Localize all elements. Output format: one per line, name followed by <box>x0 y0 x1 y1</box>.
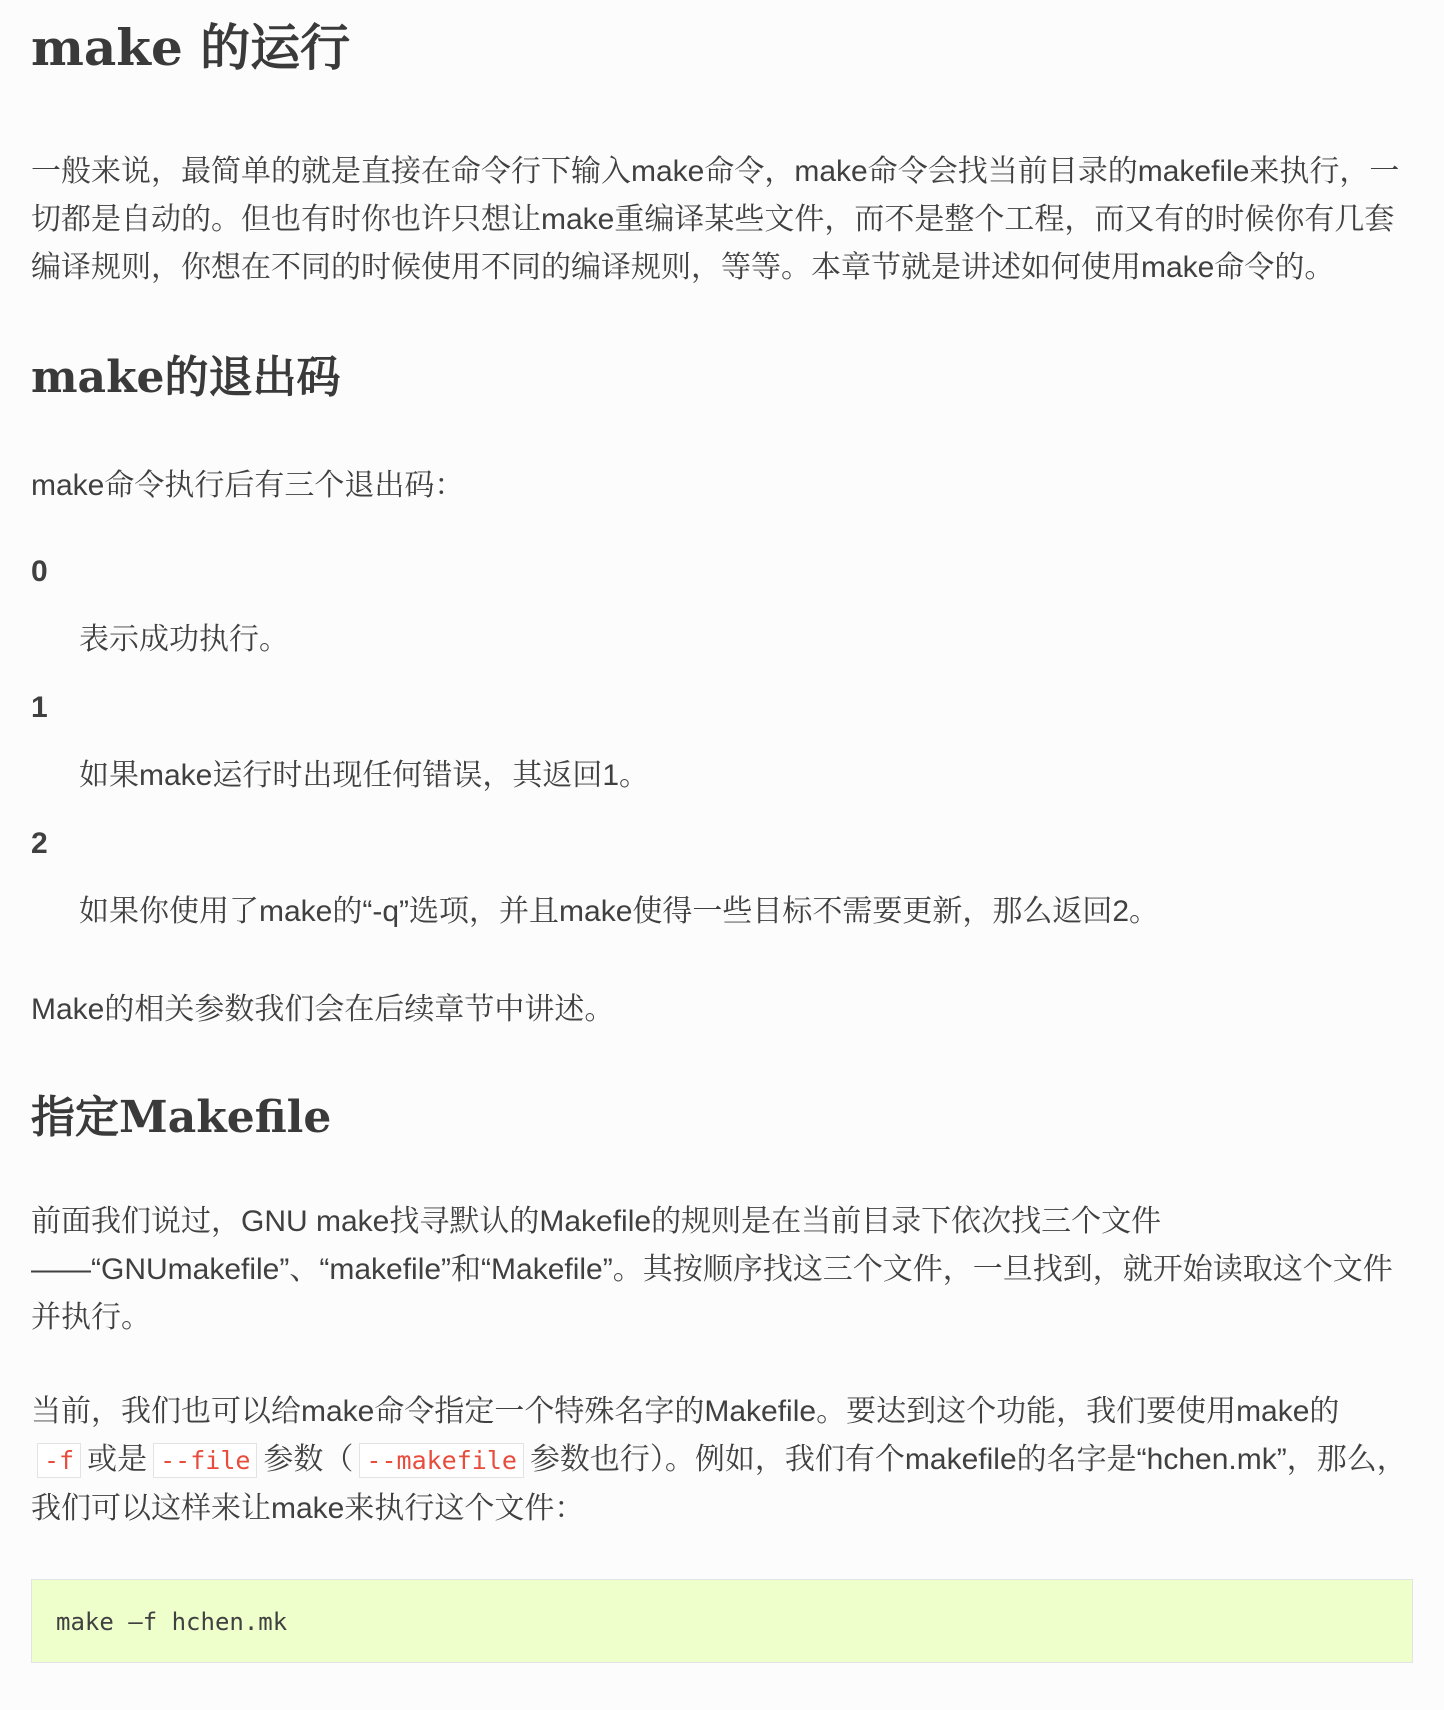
params-note: Make的相关参数我们会在后续章节中讲述。 <box>31 993 615 1026</box>
inline-code-makefile: --makefile <box>359 1443 524 1478</box>
paragraph-text: 或是 <box>87 1443 148 1476</box>
exit-code-description: 如果你使用了make的“-q”选项，并且make使得一些目标不需要更新，那么返回2。 <box>79 895 1160 928</box>
exit-code-term: 1 <box>31 691 48 724</box>
code-block <box>31 1579 1413 1663</box>
exit-code-list <box>31 550 1413 934</box>
exit-code-term: 2 <box>31 827 48 860</box>
exit-code-term: 0 <box>31 555 48 588</box>
paragraph-text: 参数也行）。例如，我们有个makefile的名字是“hchen.mk”，那么，我们可以这样来让make来执行这个文件： <box>31 1443 1407 1525</box>
exit-code-description: 如果make运行时出现任何错误，其返回1。 <box>79 759 650 792</box>
section-heading-specify-makefile: 指定Makefile <box>31 1092 332 1143</box>
page-title: make 的运行 <box>31 18 351 77</box>
intro-paragraph: 一般来说，最简单的就是直接在命令行下输入make命令，make命令会找当前目录的makefile来执行，一切都是自动的。但也有时你也许只想让make重编译某些文件，而不是整个工程，而又有的时候你有几套编译规则，你想在不同的时候使用不同的编译规则，等等。本章节就是讲述如何使用make命令的。 <box>31 155 1400 284</box>
default-makefile-paragraph: 前面我们说过，GNU make找寻默认的Makefile的规则是在当前目录下依次找三个文件——“GNUmakefile”、“makefile”和“Makefile”。其按顺序找这三个文件，一旦找到，就开始读取这个文件并执行。 <box>31 1205 1393 1334</box>
paragraph-text: 当前，我们也可以给make命令指定一个特殊名字的Makefile。要达到这个功能，我们要使用make的 <box>31 1395 1340 1428</box>
inline-code-file: --file <box>153 1443 257 1478</box>
section-heading-exit-codes: make的退出码 <box>31 352 341 403</box>
exit-codes-intro: make命令执行后有三个退出码： <box>31 469 465 502</box>
specify-makefile-paragraph <box>31 1388 1413 1533</box>
code-line: make –f hchen.mk <box>56 1608 288 1636</box>
exit-code-description: 表示成功执行。 <box>79 623 289 656</box>
paragraph-text: 参数（ <box>263 1443 354 1476</box>
inline-code-f: -f <box>37 1443 81 1478</box>
